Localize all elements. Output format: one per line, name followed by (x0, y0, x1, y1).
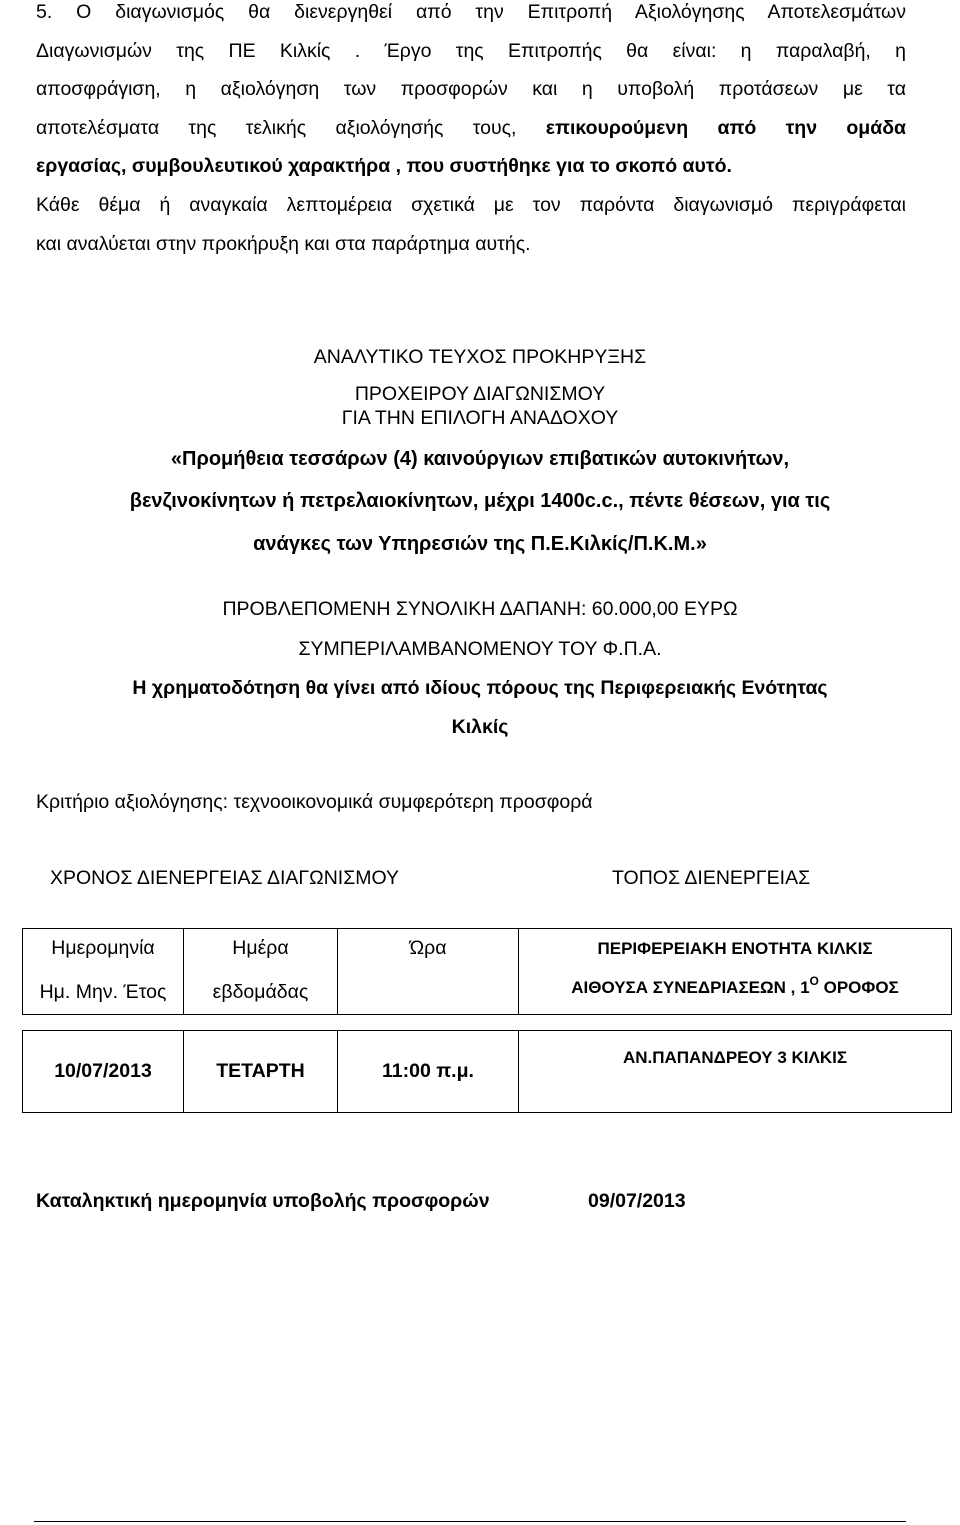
deadline-date: 09/07/2013 (588, 1190, 686, 1212)
intro-line-5: εργασίας, συμβουλευτικού χαρακτήρα , που συστήθηκε για το σκοπό αυτό. (36, 155, 732, 178)
budget-line-1: ΠΡΟΒΛΕΠΟΜΕΝΗ ΣΥΝΟΛΙΚΗ ΔΑΠΑΝΗ: 60.000,00 ΕΥΡΩ (222, 598, 738, 620)
col-date-label-1: Ημερομηνία (51, 937, 155, 959)
col-day-label-2: εβδομάδας (212, 981, 309, 1003)
col-day-label-1: Ημέρα (232, 937, 289, 959)
table-border-top (22, 928, 952, 929)
intro-line-4: αποτελέσματα της τελικής αξιολόγησής τους, επικουρούμενη από την ομάδα (36, 116, 907, 139)
place-heading: ΤΟΠΟΣ ΔΙΕΝΕΡΓΕΙΑΣ (612, 867, 811, 889)
table-border-right-2 (951, 1030, 952, 1112)
intro-line-2: Διαγωνισμών της ΠΕ Κιλκίς . Έργο της Επιτροπής θα είναι: η παραλαβή, η (36, 39, 906, 62)
time-heading: ΧΡΟΝΟΣ ΔΙΕΝΕΡΓΕΙΑΣ ΔΙΑΓΩΝΙΣΜΟΥ (50, 867, 400, 889)
tender-time: 11:00 π.μ. (382, 1060, 474, 1082)
intro-line-7: και αναλύεται στην προκήρυξη και στα παράρτημα αυτής. (36, 232, 531, 255)
table-border-mid-2 (22, 1030, 952, 1031)
intro-paragraph (36, 0, 906, 263)
place-room: ΑΙΘΟΥΣΑ ΣΥΝΕΔΡΙΑΣΕΩΝ , $1^O$ ΟΡΟΦΟΣ (571, 974, 899, 997)
award-criterion: Κριτήριο αξιολόγησης: τεχνοοικονομικά συμφερότερη προσφορά (36, 791, 593, 813)
subject-line-3: ανάγκες των Υπηρεσιών της Π.Ε.Κιλκίς/Π.Κ.Μ.» (253, 533, 707, 555)
tender-address: ΑΝ.ΠΑΠΑΝΔΡΕΟΥ 3 ΚΙΛΚΙΣ (622, 1048, 848, 1067)
intro-line-1: 5. Ο διαγωνισμός θα διενεργηθεί από την Επιτροπή Αξιολόγησης Αποτελεσμάτων (36, 1, 906, 23)
heading-line-3: ΓΙΑ ΤΗΝ ΕΠΙΛΟΓΗ ΑΝΑΔΟΧΟΥ (341, 407, 619, 429)
heading-line-2: ΠΡΟΧΕΙΡΟΥ ΔΙΑΓΩΝΙΣΜΟΥ (354, 383, 606, 405)
intro-line-6: Κάθε θέμα ή αναγκαία λεπτομέρεια σχετικά με τον παρόντα διαγωνισμό περιγράφεται (36, 193, 906, 216)
heading-line-1: ΑΝΑΛΥΤΙΚΟ ΤΕΥΧΟΣ ΠΡΟΚΗΡΥΞΗΣ (313, 346, 647, 368)
tender-day: ΤΕΤΑΡΤΗ (216, 1060, 305, 1082)
funding-line-1: Η χρηματοδότηση θα γίνει από ιδίους πόρους της Περιφερειακής Ενότητας (132, 677, 828, 699)
table-border-right-1 (951, 928, 952, 1014)
floor-superscript: Ο (809, 974, 819, 988)
deadline-label: Καταληκτική ημερομηνία υποβολής προσφορών (36, 1190, 490, 1212)
col-time-label: Ώρα (409, 937, 447, 959)
tender-date: 10/07/2013 (54, 1060, 152, 1082)
subject-line-2: βενζινοκίνητων ή πετρελαιοκίνητων, μέχρι 1400c.c., πέντε θέσεων, για τις (129, 490, 831, 512)
funding-line-2: Κιλκίς (451, 716, 509, 738)
table-border-bottom (22, 1112, 952, 1113)
place-region: ΠΕΡΙΦΕΡΕΙΑΚΗ ΕΝΟΤΗΤΑ ΚΙΛΚΙΣ (597, 939, 873, 958)
intro-line-3: αποσφράγιση, η αξιολόγηση των προσφορών και η υποβολή προτάσεων με τα (36, 78, 906, 101)
footer-rule (34, 1521, 906, 1522)
subject-line-1: «Προμήθεια τεσσάρων (4) καινούργιων επιβατικών αυτοκινήτων, (170, 448, 790, 470)
col-date-label-2: Ημ. Μην. Έτος (39, 981, 167, 1003)
table-col-divider-3b (518, 1030, 519, 1112)
table-border-mid (22, 1014, 952, 1015)
budget-line-2: ΣΥΜΠΕΡΙΛΑΜΒΑΝΟΜΕΝΟΥ ΤΟΥ Φ.Π.Α. (298, 638, 662, 660)
